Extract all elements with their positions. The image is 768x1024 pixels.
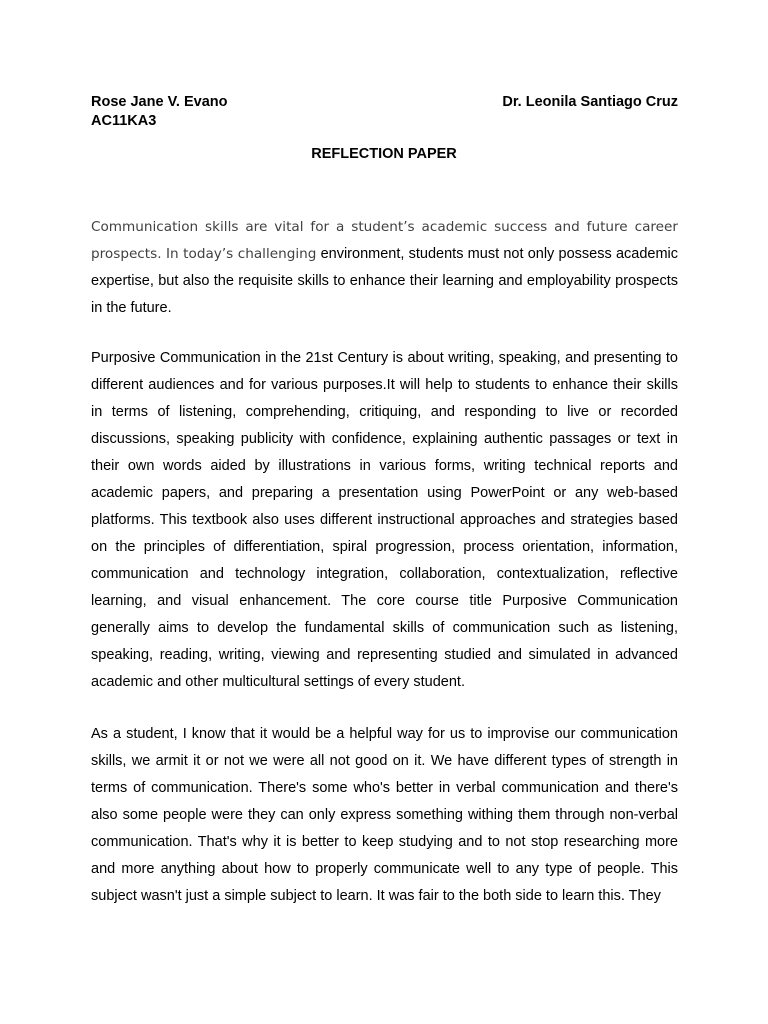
paragraph-1 xyxy=(91,214,678,322)
document-title: REFLECTION PAPER xyxy=(311,146,457,162)
section-code: AC11KA3 xyxy=(91,113,157,129)
author-name: Rose Jane V. Evano xyxy=(91,94,228,110)
paragraph-2: Purposive Communication in the 21st Century is about writing, speaking, and presenting to different audiences and for various purposes.It will help to students to enhance their skills in terms of listening, comprehending, critiquing, and responding to live or recorded discussions, speaking publicity with confidence, explaining authentic passages or text in their own words aided by illustrations in various forms, writing technical reports and academic papers, and preparing a presentation using PowerPoint or any web-based platforms. This textbook also uses different instructional approaches and strategies based on the principles of differentiation, spiral progression, process orientation, information, communication and technology integration, collaboration, contextualization, reflective learning, and visual enhancement. The core course title Purposive Communication generally aims to develop the fundamental skills of communication such as listening, speaking, reading, writing, viewing and representing studied and simulated in advanced academic and other multicultural settings of every student. xyxy=(91,350,678,690)
paragraph-3: As a student, I know that it would be a helpful way for us to improvise our communication skills, we armit it or not we were all not good on it. We have different types of strength in terms of communication. There's some who's better in verbal communication and there's also some people were they can only express something withing them through non-verbal communication. That's why it is better to keep studying and to not stop researching more and more anything about how to properly communicate well to any type of people. This subject wasn't just a simple subject to learn. It was fair to the both side to learn this. They xyxy=(91,726,678,904)
paragraph-1-lead: Communication skills are vital for a student’s academic success and future career prospects. In today’s challenging xyxy=(91,219,678,262)
instructor-name: Dr. Leonila Santiago Cruz xyxy=(502,94,678,110)
header-row xyxy=(91,93,678,111)
paragraph-1-rest: environment, students must not only possess academic expertise, but also the requisite skills to enhance their learning and employability prospects in the future. xyxy=(91,246,679,316)
